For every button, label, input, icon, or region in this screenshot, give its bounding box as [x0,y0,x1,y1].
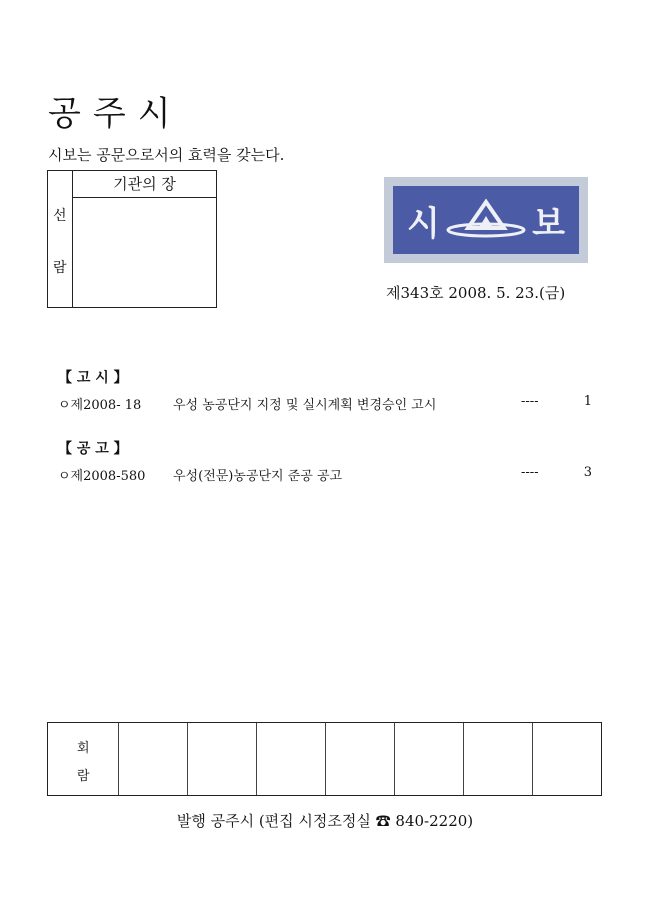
section-title: 【 고 시 】 [58,370,128,386]
signature-cell [394,723,463,795]
signature-cell [325,723,394,795]
signature-cell [463,723,532,795]
signature-cell [187,723,256,795]
issue-info: 제343호 2008. 5. 23.(금) [386,284,566,302]
signature-cell [118,723,187,795]
circulation-label-2: 람 [77,769,90,784]
subtitle: 시보는 공문으로서의 효력을 갖는다. [48,146,285,164]
item-title: 우성(전문)농공단지 준공 공고 [173,469,343,484]
section-title: 【 공 고 】 [58,441,128,457]
circulation-table [47,722,602,796]
item-page: 3 [583,465,592,480]
gazette-logo [384,177,588,263]
summary-box [47,170,217,308]
signature-cell [256,723,325,795]
logo-emblem-icon [446,198,526,242]
item-number: ㅇ제2008- 18 [58,398,142,413]
summary-header: 기관의 장 [73,171,216,198]
item-page: 1 [583,394,592,409]
circulation-label [48,723,118,795]
side-label: 람 [53,260,67,276]
logo-text: 보 [532,203,565,244]
item-title: 우성 농공단지 지정 및 실시계획 변경승인 고시 [173,398,437,413]
publisher-footer: 발행 공주시 (편집 시정조정실 ☎ 840-2220) [176,812,474,830]
item-leader: ---- [521,394,539,409]
signature-cell [532,723,601,795]
summary-side [48,171,73,307]
circulation-label-1: 회 [77,741,90,756]
page-title: 공주시 [48,94,183,134]
side-label: 선 [53,208,67,224]
item-leader: ---- [521,465,539,480]
item-number: ㅇ제2008-580 [58,469,146,484]
logo-text: 시 [407,203,440,244]
